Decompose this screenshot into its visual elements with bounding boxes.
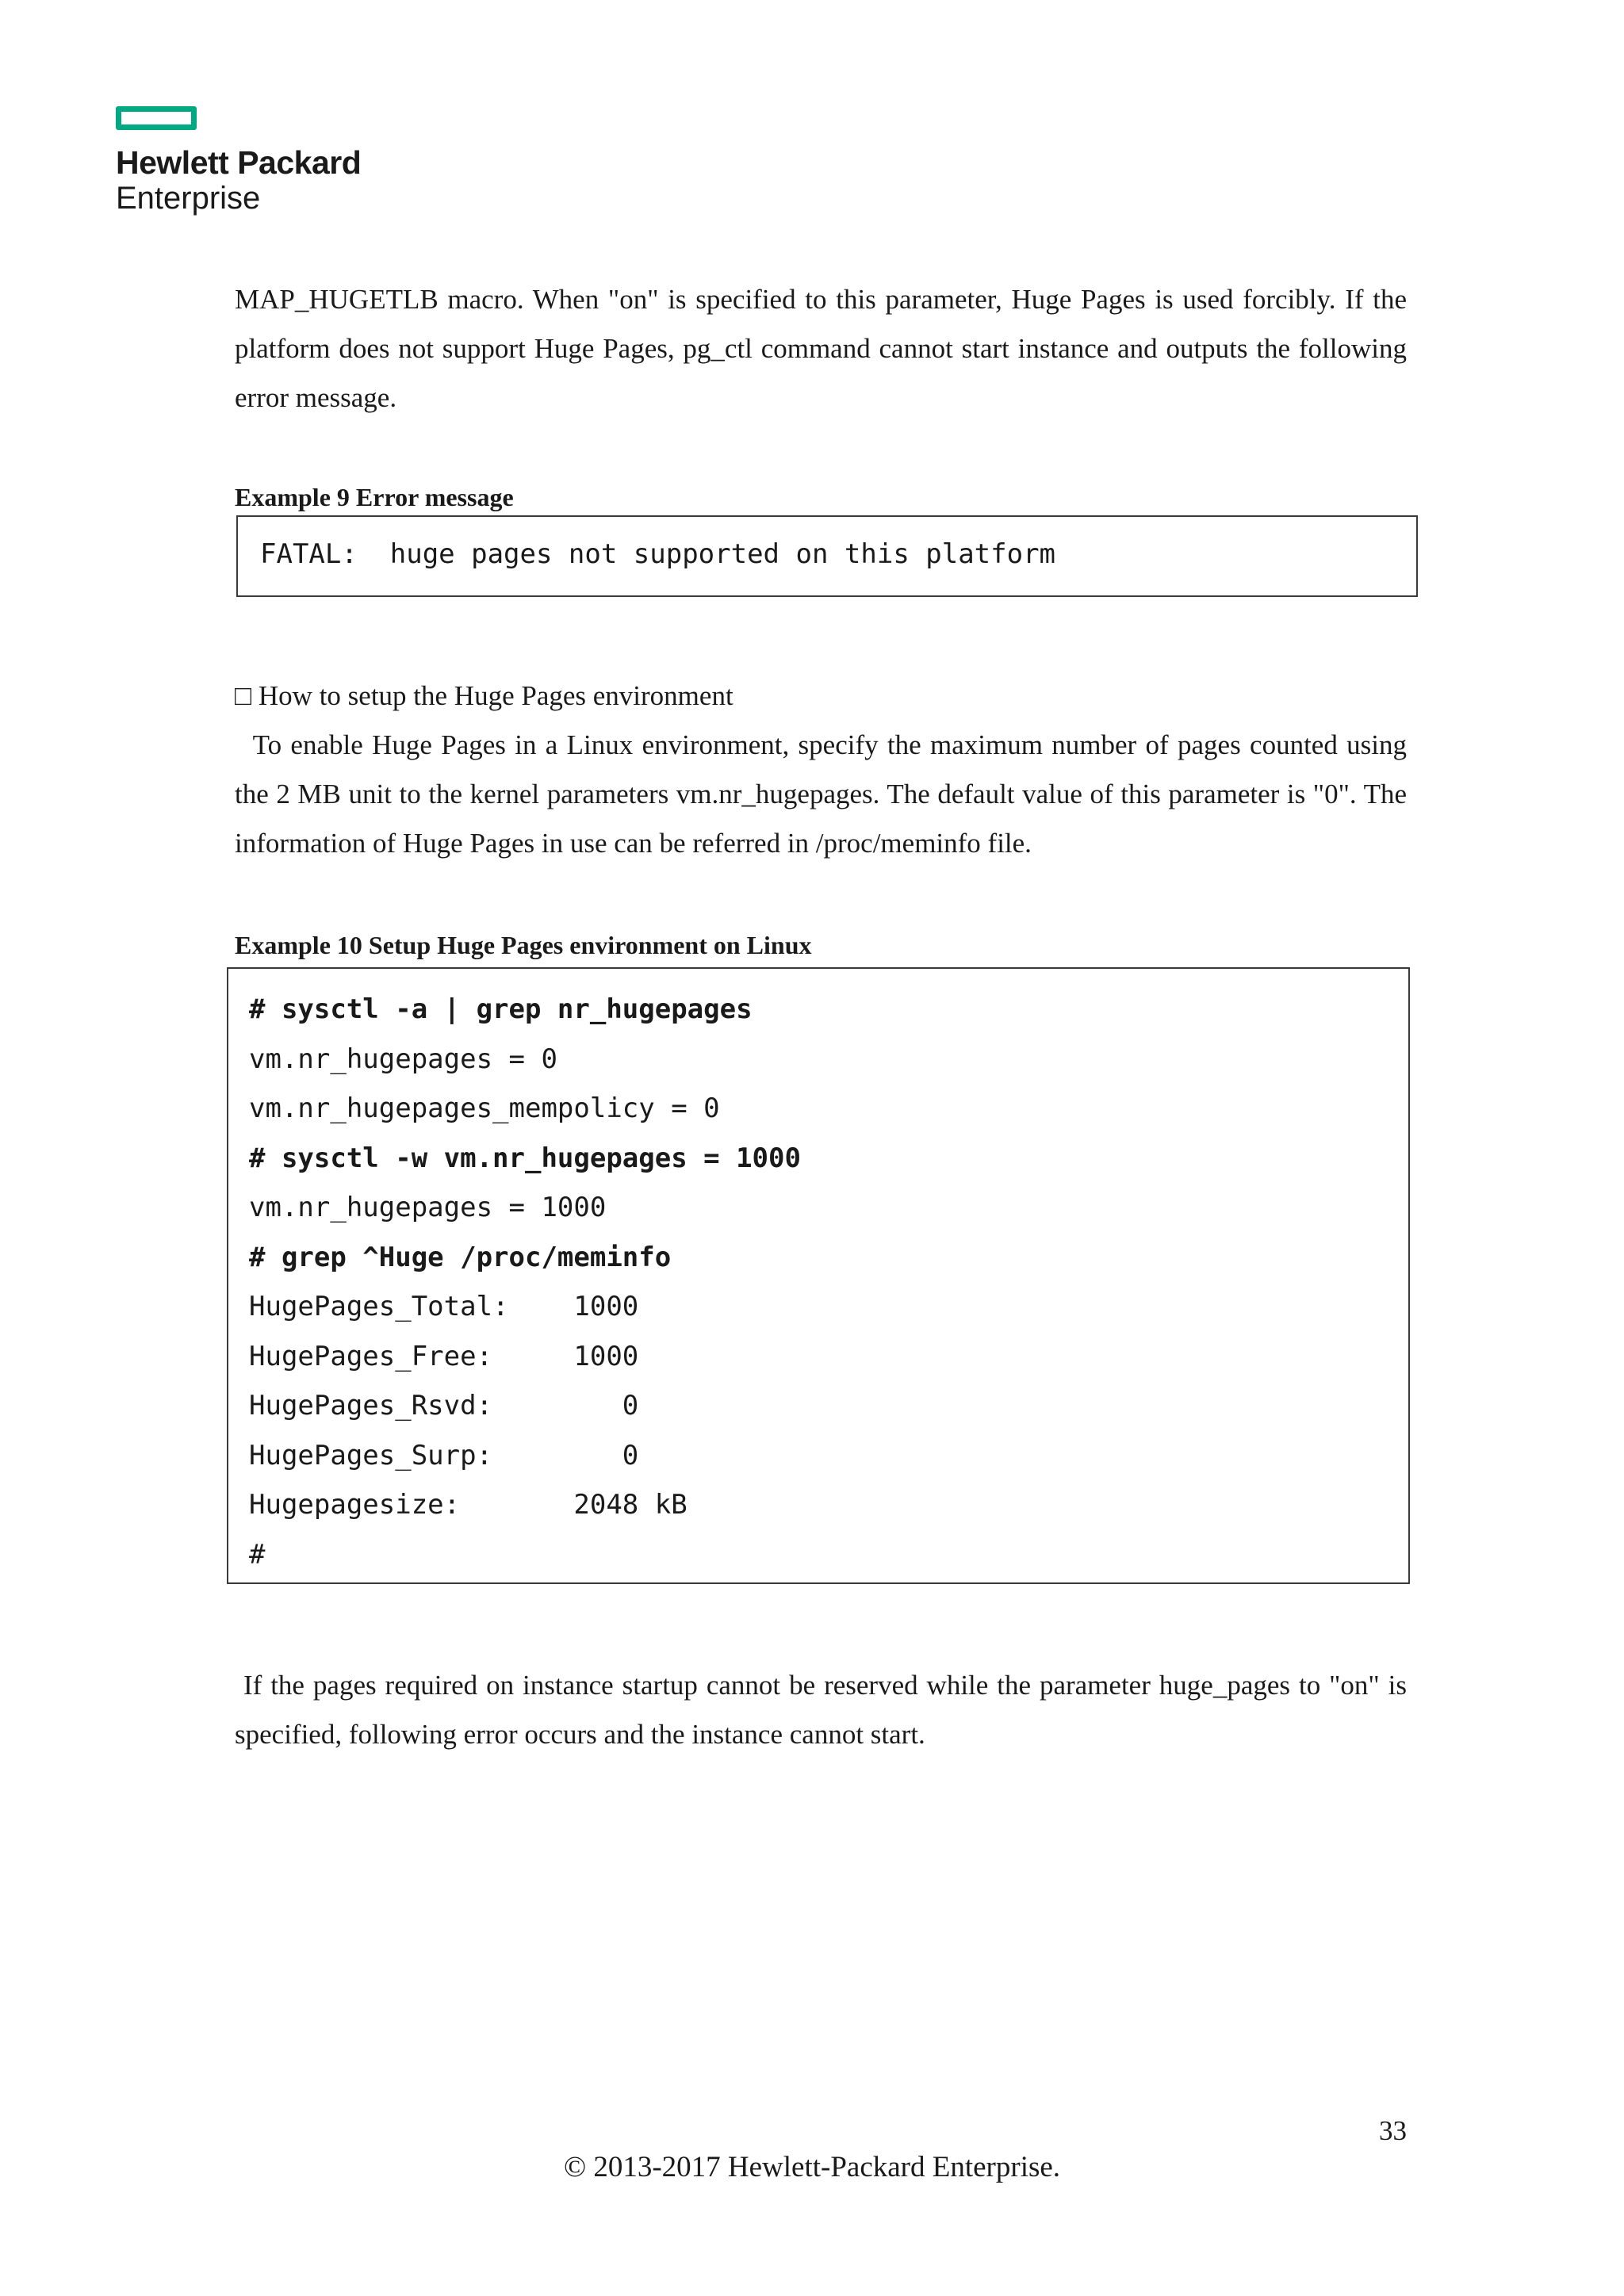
example-9-code-block — [236, 515, 1418, 597]
code-output-line: # — [249, 1538, 266, 1571]
paragraph-setup — [235, 721, 1407, 868]
logo-text-line2: Enterprise — [116, 181, 261, 216]
example-9-caption: Example 9 Error message — [235, 483, 514, 511]
section-heading: □ How to setup the Huge Pages environment — [235, 680, 733, 711]
code-output-line: vm.nr_hugepages = 1000 — [249, 1192, 607, 1223]
paragraph-setup-text: To enable Huge Pages in a Linux environment, specify the maximum number of pages counted using the 2 MB unit to the kernel parameters vm.nr_hugepages. The default value of this parameter is "0". The information of Huge Pages in use can be referred in /proc/meminfo file. — [235, 729, 1408, 859]
code-output-line: HugePages_Rsvd: 0 — [249, 1390, 639, 1422]
page-number: 33 — [1379, 2115, 1407, 2146]
code-output-line: HugePages_Surp: 0 — [249, 1439, 639, 1471]
paragraph-setup-indent — [235, 729, 253, 760]
paragraph-error-indent — [235, 1670, 243, 1701]
code-line: FATAL: huge pages not supported on this platform — [260, 538, 1056, 570]
code-output-line: Hugepagesize: 2048 kB — [249, 1489, 688, 1521]
code-output-line: vm.nr_hugepages_mempolicy = 0 — [249, 1093, 720, 1124]
code-command-line: # sysctl -w vm.nr_hugepages = 1000 — [249, 1142, 801, 1174]
code-output-line: HugePages_Total: 1000 — [249, 1291, 639, 1322]
example-10-code-block — [227, 967, 1410, 1584]
paragraph-intro: MAP_HUGETLB macro. When "on" is specified to this parameter, Huge Pages is used forcibly. If the platform does not support Huge Pages, pg_ctl command cannot start instance and outputs the following error message. — [235, 284, 1407, 413]
code-command-line: # sysctl -a | grep nr_hugepages — [249, 993, 753, 1025]
paragraph-error-text: If the pages required on instance startup cannot be reserved while the parameter huge_pages to "on" is specified, following error occurs and the instance cannot start. — [235, 1670, 1407, 1750]
logo-mark — [116, 106, 197, 130]
paragraph-error — [235, 1661, 1407, 1759]
code-command-line: # grep ^Huge /proc/meminfo — [249, 1241, 672, 1273]
copyright-notice: © 2013-2017 Hewlett-Packard Enterprise. — [563, 2151, 1061, 2183]
code-output-line: HugePages_Free: 1000 — [249, 1340, 639, 1372]
example-10-caption: Example 10 Setup Huge Pages environment on Linux — [235, 931, 812, 959]
code-output-line: vm.nr_hugepages = 0 — [249, 1043, 557, 1075]
company-logo — [116, 106, 361, 216]
logo-text-line1: Hewlett Packard — [116, 144, 362, 181]
